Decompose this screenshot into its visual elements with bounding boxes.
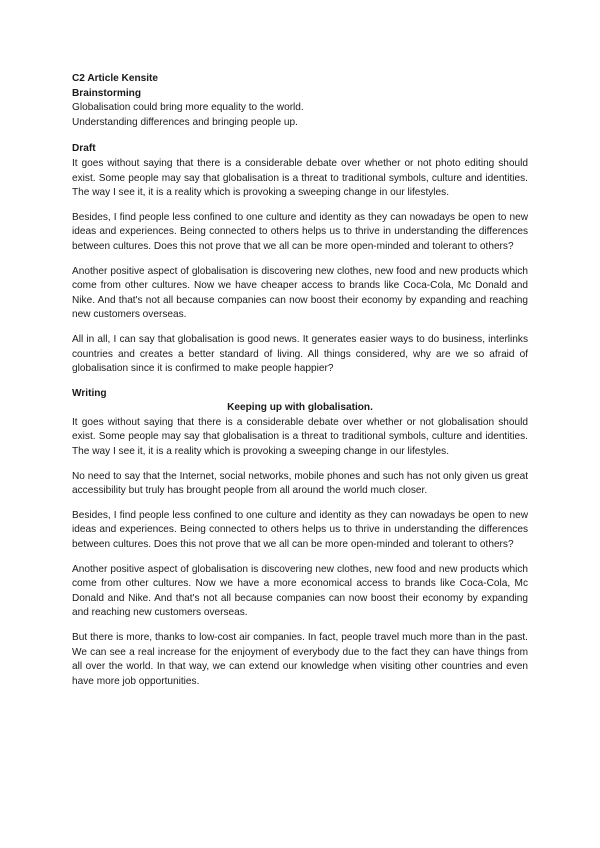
document-body (72, 72, 528, 699)
writing-paragraph: Besides, I find people less confined to one culture and identity as they can nowadays be open to new ideas and experiences. Being connected to others helps us to thrive in understanding the differences between cultures. Does this not prove that we all can be more open-minded and tolerant to others? (72, 509, 528, 551)
document-heading: C2 Article Kensite (72, 73, 159, 84)
brainstorming-label: Brainstorming (72, 87, 141, 99)
brainstorming-line: Globalisation could bring more equality to the world. (72, 102, 304, 114)
writing-paragraph: But there is more, thanks to low-cost air companies. In fact, people travel much more than in the past. We can see a real increase for the enjoyment of everybody due to the fact they can have things from all over the world. In that way, we can extend our knowledge when visiting other countries and even have more job opportunities. (72, 632, 528, 687)
spacer (72, 130, 528, 142)
draft-paragraph: It goes without saying that there is a considerable debate over whether or not photo editing should exist. Some people may say that globalisation is a threat to traditional symbols, culture and identities. The way I see it, it is a reality which is provoking a sweeping change in our lifestyles. (72, 157, 528, 199)
writing-paragraph: No need to say that the Internet, social networks, mobile phones and such has not only given us great accessibility but truly has brought people from all around the world much closer. (72, 470, 528, 497)
draft-paragraph: All in all, I can say that globalisation is good news. It generates easier ways to do business, interlinks countries and creates a better standard of living. All things considered, why are we so afraid of globalisation since it is confirmed to make people happier? (72, 333, 528, 375)
draft-paragraph: Another positive aspect of globalisation is discovering new clothes, new food and new products which come from other cultures. Now we have cheaper access to brands like Coca-Cola, Mc Donald and Nike. And that's not all because companies can now boost their economy by expanding and reaching new customers overseas. (72, 265, 528, 321)
draft-label: Draft (72, 143, 96, 155)
writing-paragraph: It goes without saying that there is a considerable debate over whether or not globalisation should exist. Some people may say that globalisation is a threat to traditional symbols, culture and identities. The way I see it, it is a reality which is provoking a sweeping change in our lifestyles. (72, 416, 528, 458)
brainstorming-line: Understanding differences and bringing people up. (72, 116, 298, 128)
writing-title: Keeping up with globalisation. (227, 402, 373, 414)
writing-label: Writing (72, 387, 107, 399)
draft-paragraph: Besides, I find people less confined to one culture and identity as they can nowadays be open to new ideas and experiences. Being connected to others helps us to thrive in understanding the differences between cultures. Does this not prove that we all can be more open-minded and tolerant to others? (72, 211, 528, 252)
writing-paragraph: Another positive aspect of globalisation is discovering new clothes, new food and new products which come from other cultures. Now we have a more economical access to brands like Coca-Cola, Mc Donald and Nike. And that's not all because companies can now boost their economy by expanding and reaching new customers overseas. (72, 563, 528, 619)
